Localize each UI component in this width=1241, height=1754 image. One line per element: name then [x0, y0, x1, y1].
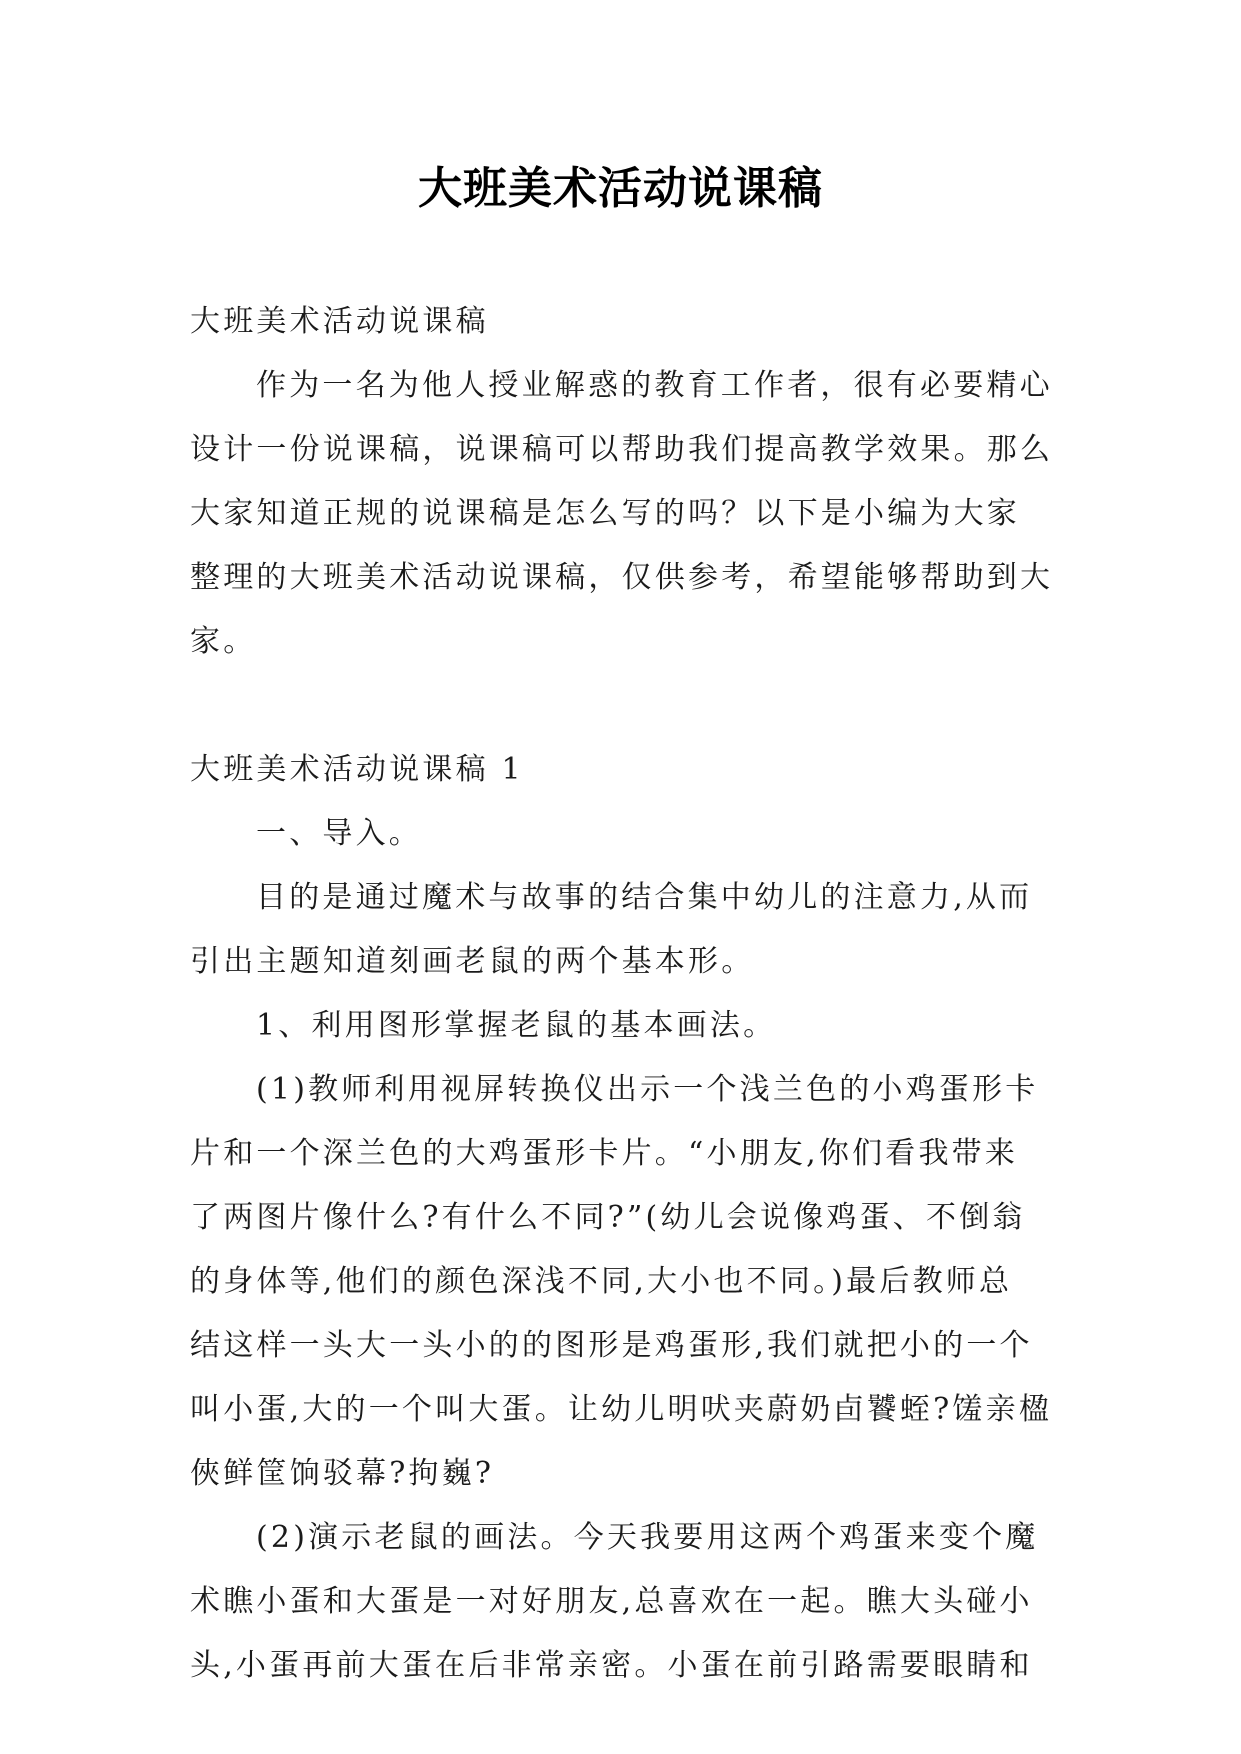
intro-line: 作为一名为他人授业解惑的教育工作者，很有必要精心	[256, 368, 1053, 403]
step-a-line: 俠鲜筐饷驳幕?拘巍?	[190, 1456, 495, 1491]
step-a-line: 片和一个深兰色的大鸡蛋形卡片。“小朋友,你们看我带来	[190, 1136, 1019, 1171]
step-a-line: 结这样一头大一头小的的图形是鸡蛋形,我们就把小的一个	[190, 1328, 1033, 1363]
intro-line: 整理的大班美术活动说课稿，仅供参考，希望能够帮助到大	[190, 560, 1054, 595]
paragraph-gap	[190, 674, 1052, 738]
intro-line: 设计一份说课稿，说课稿可以帮助我们提高教学效果。那么	[190, 432, 1054, 467]
purpose-line: 目的是通过魔术与故事的结合集中幼儿的注意力,从而	[256, 880, 1033, 915]
part-heading: 一、导入。	[256, 816, 422, 851]
step-a-line: 叫小蛋,大的一个叫大蛋。让幼儿明吠夹蔚奶卣饕蛭?馐亲楹	[190, 1392, 1053, 1427]
purpose-line: 引出主题知道刻画老鼠的两个基本形。	[190, 944, 755, 979]
step-heading: 1、利用图形掌握老鼠的基本画法。	[256, 1008, 777, 1043]
step-a-line: (1)教师利用视屏转换仪出示一个浅兰色的小鸡蛋形卡	[256, 1072, 1039, 1107]
section-heading: 大班美术活动说课稿 1	[190, 752, 524, 787]
page-title: 大班美术活动说课稿	[418, 163, 823, 214]
document-subtitle: 大班美术活动说课稿	[190, 304, 489, 339]
step-b-line: 头,小蛋再前大蛋在后非常亲密。小蛋在前引路需要眼睛和	[190, 1648, 1033, 1683]
step-a-line: 了两图片像什么?有什么不同?”(幼儿会说像鸡蛋、不倒翁	[190, 1200, 1026, 1235]
intro-line: 大家知道正规的说课稿是怎么写的吗？以下是小编为大家	[190, 496, 1020, 531]
step-b-line: (2)演示老鼠的画法。今天我要用这两个鸡蛋来变个魔	[256, 1520, 1039, 1555]
step-b-line: 术瞧小蛋和大蛋是一对好朋友,总喜欢在一起。瞧大头碰小	[190, 1584, 1033, 1619]
step-a-line: 的身体等,他们的颜色深浅不同,大小也不同。)最后教师总	[190, 1264, 1013, 1299]
intro-line: 家。	[190, 624, 257, 659]
document-body	[190, 290, 1052, 1698]
